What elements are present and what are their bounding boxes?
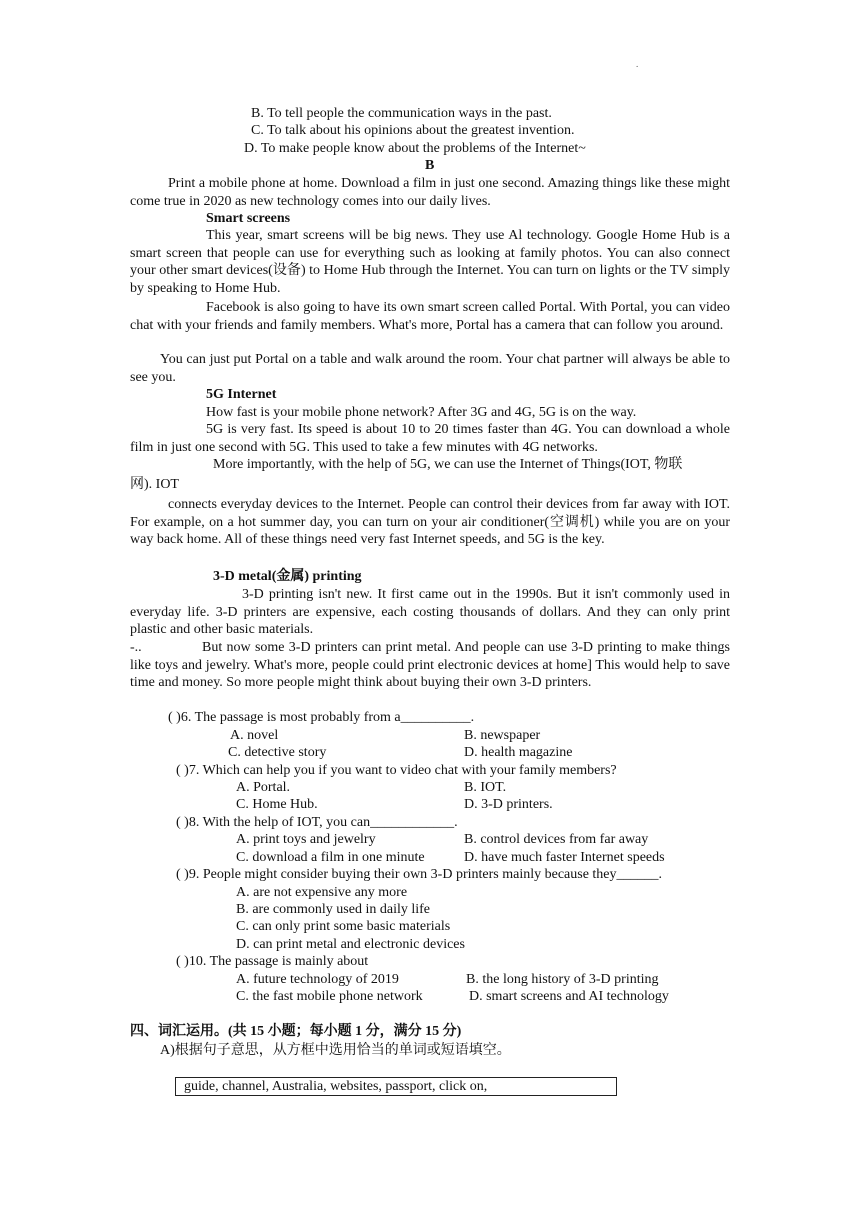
- header-mark: .: [636, 59, 639, 69]
- passage-paragraph-9-prefix: -..: [130, 640, 142, 655]
- question-10-option-a: A. future technology of 2019: [236, 972, 399, 987]
- question-6-option-b: B. newspaper: [464, 728, 541, 743]
- question-7-option-b: B. IOT.: [464, 780, 507, 795]
- question-8-stem: ( )8. With the help of IOT, you can____________.: [176, 815, 458, 830]
- question-10-option-b: B. the long history of 3-D printing: [466, 972, 659, 987]
- passage-paragraph-5: 5G is very fast. Its speed is about 10 to 20 times faster than 4G. You can download a whole film in just one second with 5G. This used to take a few minutes with 4G networks.: [130, 422, 730, 455]
- word-box-text: guide, channel, Australia, websites, passport, click on,: [184, 1079, 488, 1094]
- question-7-option-c: C. Home Hub.: [236, 797, 318, 812]
- prev-option-c: C. To talk about his opinions about the greatest invention.: [251, 123, 575, 138]
- question-9-stem: ( )9. People might consider buying their own 3-D printers mainly because they______.: [176, 867, 663, 882]
- question-6-stem: ( )6. The passage is most probably from a__________.: [168, 710, 475, 725]
- passage-paragraph-4: How fast is your mobile phone network? After 3G and 4G, 5G is on the way.: [206, 405, 637, 420]
- passage-paragraph-1: This year, smart screens will be big news. They use Al technology. Google Home Hub is a smart screen that people can use for everything such as looking at family photos. You can also connect your other smart devices(设备) to Home Hub through the Internet. You can turn on lights or the TV simply by speaking to Home Hub.: [130, 228, 730, 296]
- question-9-option-b: B. are commonly used in daily life: [236, 902, 431, 917]
- question-10-stem: ( )10. The passage is mainly about: [176, 954, 369, 969]
- question-9-option-d: D. can print metal and electronic devices: [236, 937, 465, 952]
- question-9-option-c: C. can only print some basic materials: [236, 919, 451, 934]
- passage-paragraph-2: Facebook is also going to have its own smart screen called Portal. With Portal, you can video chat with your friends and family members. What's more, Portal has a camera that can follow you around.: [130, 300, 730, 333]
- prev-option-d: D. To make people know about the problems of the Internet~: [244, 141, 586, 156]
- passage-paragraph-9: But now some 3-D printers can print metal. And people can use 3-D printing to make things like toys and jewelry. What's more, people could print electronic devices at home] This would help to save time and money. So more people might think about buying their own 3-D printers.: [130, 640, 730, 690]
- section-b-label: B: [425, 158, 435, 173]
- word-box: [175, 1077, 617, 1096]
- question-7-stem: ( )7. Which can help you if you want to video chat with your family members?: [176, 763, 617, 778]
- passage-paragraph-7: connects everyday devices to the Internet. People can control their devices from far away with IOT. For example, on a hot summer day, you can turn on your air conditioner(空调机) while you are on your way back home. All of these things need very fast Internet speeds, and 5G is the key.: [130, 497, 730, 547]
- question-8-option-c: C. download a film in one minute: [236, 850, 425, 865]
- heading-smart-screens: Smart screens: [206, 211, 291, 226]
- section-4-title: 四、词汇运用。(共 15 小题；每小题 1 分，满分 15 分): [130, 1024, 462, 1039]
- question-6-option-c: C. detective story: [228, 745, 327, 760]
- question-8-option-d: D. have much faster Internet speeds: [464, 850, 665, 865]
- question-8-option-b: B. control devices from far away: [464, 832, 649, 847]
- passage-paragraph-3: You can just put Portal on a table and walk around the room. Your chat partner will always be able to see you.: [130, 352, 730, 385]
- question-7-option-a: A. Portal.: [236, 780, 291, 795]
- question-6-option-a: A. novel: [230, 728, 279, 743]
- question-9-option-a: A. are not expensive any more: [236, 885, 408, 900]
- passage-intro: Print a mobile phone at home. Download a film in just one second. Amazing things like these might come true in 2020 as new technology comes into our daily lives.: [130, 176, 730, 209]
- question-8-option-a: A. print toys and jewelry: [236, 832, 376, 847]
- question-10-option-c: C. the fast mobile phone network: [236, 989, 423, 1004]
- passage-paragraph-6-line1: More importantly, with the help of 5G, we can use the Internet of Things(IOT, 物联: [213, 457, 683, 472]
- heading-5g-internet: 5G Internet: [206, 387, 277, 402]
- question-7-option-d: D. 3-D printers.: [464, 797, 553, 812]
- heading-3d-printing: 3-D metal(金属) printing: [213, 569, 362, 584]
- question-6-option-d: D. health magazine: [464, 745, 573, 760]
- passage-paragraph-8: 3-D printing isn't new. It first came out in the 1990s. But it isn't commonly used in everyday life. 3-D printers are expensive, each costing thousands of dollars. And they can only print plastic and other basic materials.: [130, 587, 730, 637]
- prev-option-b: B. To tell people the communication ways in the past.: [251, 106, 552, 121]
- section-4-instruction: A)根据句子意思，从方框中选用恰当的单词或短语填空。: [160, 1043, 511, 1058]
- passage-paragraph-6-line2: 网). IOT: [130, 477, 179, 492]
- question-10-option-d: D. smart screens and AI technology: [469, 989, 669, 1004]
